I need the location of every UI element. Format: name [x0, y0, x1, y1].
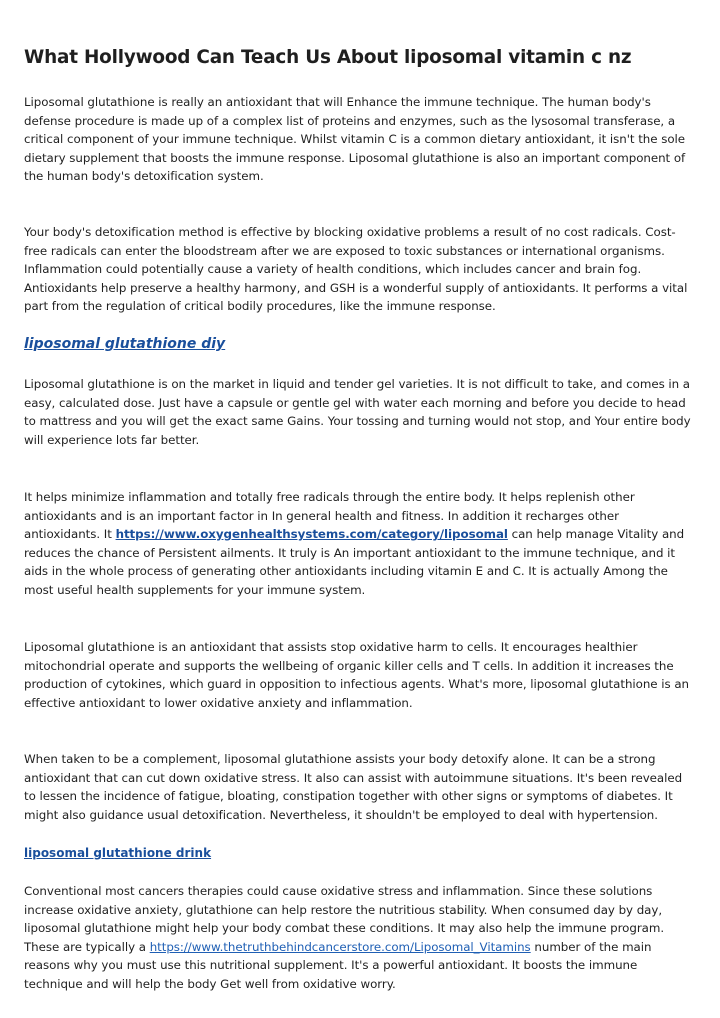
paragraph-1: Liposomal glutathione is really an antioxidant that will Enhance the immune technique. The human body's defense procedure is made up of a complex list of proteins and enzymes, such as the lysosomal transferase, a critical component of your immune technique. Whilst vitamin C is a common dietary antioxidant, it isn't the sole dietary supplement that boosts the immune response. Liposomal glutathione is also an important component of the human body's detoxification system. [24, 95, 686, 183]
paragraph-4 [24, 488, 696, 599]
paragraph-7-text-before: Conventional most cancers therapies could cause oxidative stress and inflammation. Since these solutions increase oxidative anxiety, glutathione can help restore the nutritious stability. When consumed day by day, liposomal glutathione might help your body combat these conditions. It may also help the immune program. These are typically a [24, 884, 665, 954]
paragraph-7-text-after: number of the main reasons why you must use this nutritional supplement. It's a powerful antioxidant. It boosts the immune technique and will help the body Get well from oxidative worry. [24, 939, 652, 991]
paragraph-4-text-before: It helps minimize inflammation and totally free radicals through the entire body. It helps replenish other antioxidants and is an important factor in In general health and fitness. In addition it recharges other antioxidants. It [24, 490, 635, 541]
paragraph-4-text-after: can help manage Vitality and reduces the chance of Persistent ailments. It truly is An important antioxidant to the immune technique, and it aids in the whole process of generating other antioxidants including vitamin E and C. It is actually Among the most useful health supplements for your immune system. [24, 527, 685, 597]
paragraph-5: Liposomal glutathione is an antioxidant that assists stop oxidative harm to cells. It encourages healthier mitochondrial operate and supports the wellbeing of organic killer cells and T cells. In addition it increases the production of cytokines, which guard in opposition to infectious agents. What's more, liposomal glutathione is an effective antioxidant to lower oxidative anxiety and inflammation. [24, 640, 689, 710]
paragraph-2: Your body's detoxification method is effective by blocking oxidative problems a result of no cost radicals. Cost-free radicals can enter the bloodstream after we are exposed to toxic substances or international organisms. Inflammation could potentially cause a variety of health conditions, which includes cancer and brain fog. Antioxidants help preserve a healthy harmony, and GSH is a wonderful supply of antioxidants. It performs a vital part from the regulation of critical bodily procedures, like the immune response. [24, 225, 688, 313]
heading-link-drink[interactable]: liposomal glutathione drink [24, 846, 212, 860]
oxygenhealthsystems-link[interactable]: https://www.oxygenhealthsystems.com/category/liposomal [115, 527, 508, 541]
paragraph-3: Liposomal glutathione is on the market in liquid and tender gel varieties. It is not difficult to take, and comes in a easy, calculated dose. Just have a capsule or gentle gel with water each morning and before you decide to head to mattress and you will get the exact same Gains. Your tossing and turning would not stop, and Your entire body will experience lots far better. [24, 377, 691, 447]
heading-link-diy[interactable]: liposomal glutathione diy [24, 336, 226, 352]
paragraph-7 [24, 882, 696, 993]
paragraph-6: When taken to be a complement, liposomal glutathione assists your body detoxify alone. It can be a strong antioxidant that can cut down oxidative stress. It also can assist with autoimmune situations. It's been revealed to lessen the incidence of fatigue, bloating, constipation together with other signs or symptoms of diabetes. It might also guidance usual detoxification. Nevertheless, it shouldn't be employed to deal with hypertension. [24, 752, 683, 822]
page-title: What Hollywood Can Teach Us About liposomal vitamin c nz [24, 47, 632, 68]
thetruthbehindcancerstore-link[interactable]: https://www.thetruthbehindcancerstore.com/Liposomal_Vitamins [149, 939, 531, 954]
